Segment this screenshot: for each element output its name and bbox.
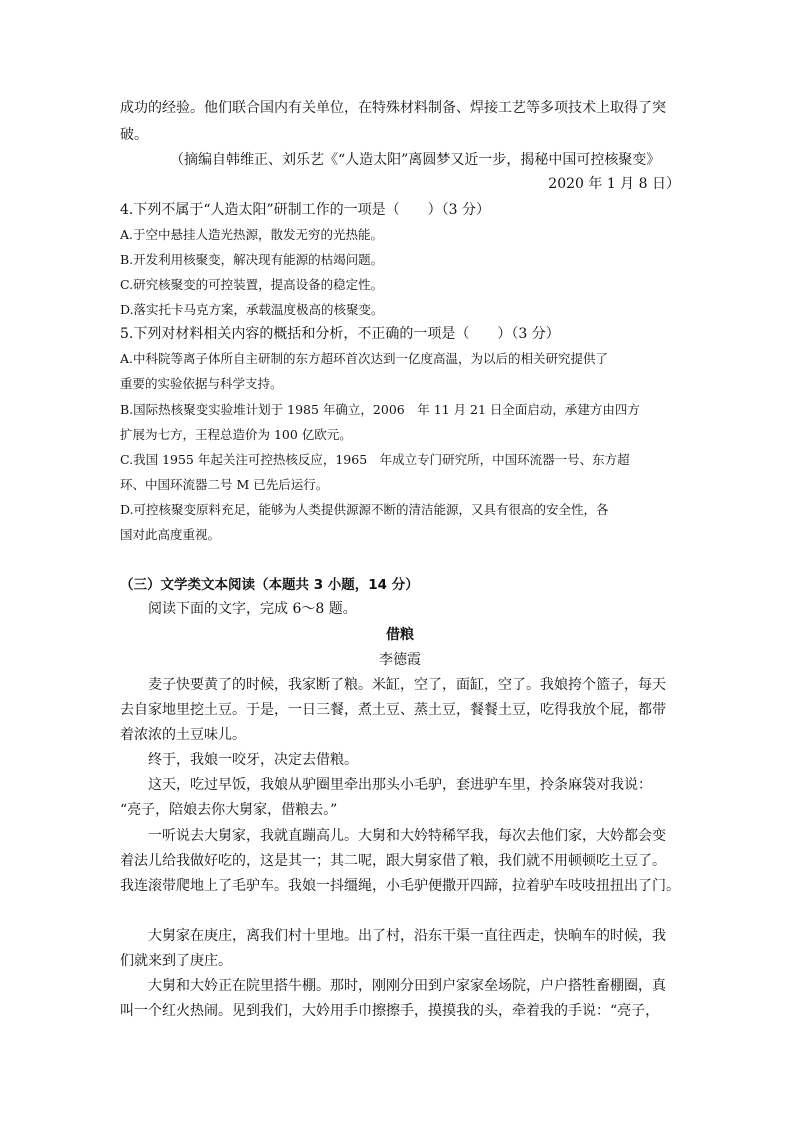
question-5-option-a: A.中科院等离子体所自主研制的东方超环首次达到一亿度高温，为以后的相关研究提供了	[120, 351, 609, 366]
question-4-option-d: D.落实托卡马克方案，承载温度极高的核聚变。	[120, 302, 384, 317]
question-4-option-c: C.研究核聚变的可控装置，提高设备的稳定性。	[120, 277, 384, 292]
source-date: 2020 年 1 月 8 日）	[548, 176, 680, 192]
paragraph-line: 终于，我娘一咬牙，决定去借粮。	[148, 752, 358, 768]
story-author: 李德霞	[379, 652, 421, 668]
question-5-option-b: B.国际热核聚变实验堆计划于 1985 年确立，2006 年 11 月 21 日全面启动，承建方由四方	[120, 402, 640, 417]
paragraph-line: 这天，吃过早饭，我娘从驴圈里牵出那头小毛驴，套进驴车里，拎条麻袋对我说：	[148, 777, 652, 793]
paragraph-line: 我连滚带爬地上了毛驴车。我娘一抖缰绳，小毛驴便撒开四蹄，拉着驴车吱吱扭扭出了门。	[120, 878, 680, 894]
question-5-option-c: C.我国 1955 年起关注可控热核反应，1965 年成立专门研究所，中国环流器一号、东方超	[120, 452, 630, 467]
paragraph-line: 麦子快要黄了的时候，我家断了粮。米缸，空了，面缸，空了。我娘挎个篮子，每天	[148, 677, 666, 693]
question-5-option-a-cont: 重要的实验依据与科学支持。	[120, 376, 283, 391]
paragraph-line: 着浓浓的土豆味儿。	[120, 727, 246, 743]
question-5: 5.下列对材料相关内容的概括和分析，不正确的一项是（ ）（3 分）	[120, 326, 560, 342]
question-5-option-b-cont: 扩展为七方，王程总造价为 100 亿欧元。	[120, 427, 352, 442]
paragraph-line: 着法儿给我做好吃的，这是其一；其二呢，跟大舅家借了粮，我们就不用顿顿吃土豆了。	[120, 853, 666, 869]
story-title: 借粮	[386, 627, 414, 643]
question-5-option-d: D.可控核聚变原料充足，能够为人类提供源源不断的清洁能源，又具有很高的安全性，各	[120, 502, 609, 517]
question-4-option-a: A.于空中悬挂人造光热源，散发无穷的光热能。	[120, 227, 384, 242]
question-5-option-d-cont: 国对此高度重视。	[120, 527, 221, 542]
paragraph-line: 们就来到了庚庄。	[120, 953, 232, 969]
paragraph-line: 破。	[120, 127, 148, 143]
question-5-option-c-cont: 环、中国环流器二号 M 已先后运行。	[120, 477, 329, 492]
instructions: 阅读下面的文字，完成 6～8 题。	[148, 601, 357, 617]
paragraph-line: 大舅家在庚庄，离我们村十里地。出了村，沿东干渠一直往西走，快晌车的时候，我	[148, 928, 666, 944]
question-4: 4.下列不属于“人造太阳”研制工作的一项是（ ）（3 分）	[120, 202, 491, 218]
paragraph-line: 大舅和大妗正在院里搭牛棚。那时，刚刚分田到户家家垒场院，户户搭牲畜棚圈，真	[148, 978, 666, 994]
section-heading: （三）文学类文本阅读（本题共 3 小题，14 分）	[120, 577, 419, 593]
paragraph-line: 一听说去大舅家，我就直蹦高儿。大舅和大妗特稀罕我，每次去他们家，大妗都会变	[148, 828, 666, 844]
question-4-option-b: B.开发利用核聚变，解决现有能源的枯竭问题。	[120, 252, 384, 267]
source-citation: （摘编自韩维正、刘乐艺《“人造太阳”离圆梦又近一步，揭秘中国可控核聚变》	[170, 152, 661, 168]
paragraph-line: 去自家地里挖土豆。于是，一日三餐，煮土豆、蒸土豆，餐餐土豆，吃得我放个屁，都带	[120, 702, 666, 718]
paragraph-line: 叫一个红火热闹。见到我们，大妗用手巾擦擦手，摸摸我的头，牵着我的手说：“亮子，	[120, 1003, 660, 1019]
paragraph-line: “亮子，陪娘去你大舅家，借粮去。”	[120, 802, 338, 818]
paragraph-line: 成功的经验。他们联合国内有关单位，在特殊材料制备、焊接工艺等多项技术上取得了突	[120, 100, 666, 116]
